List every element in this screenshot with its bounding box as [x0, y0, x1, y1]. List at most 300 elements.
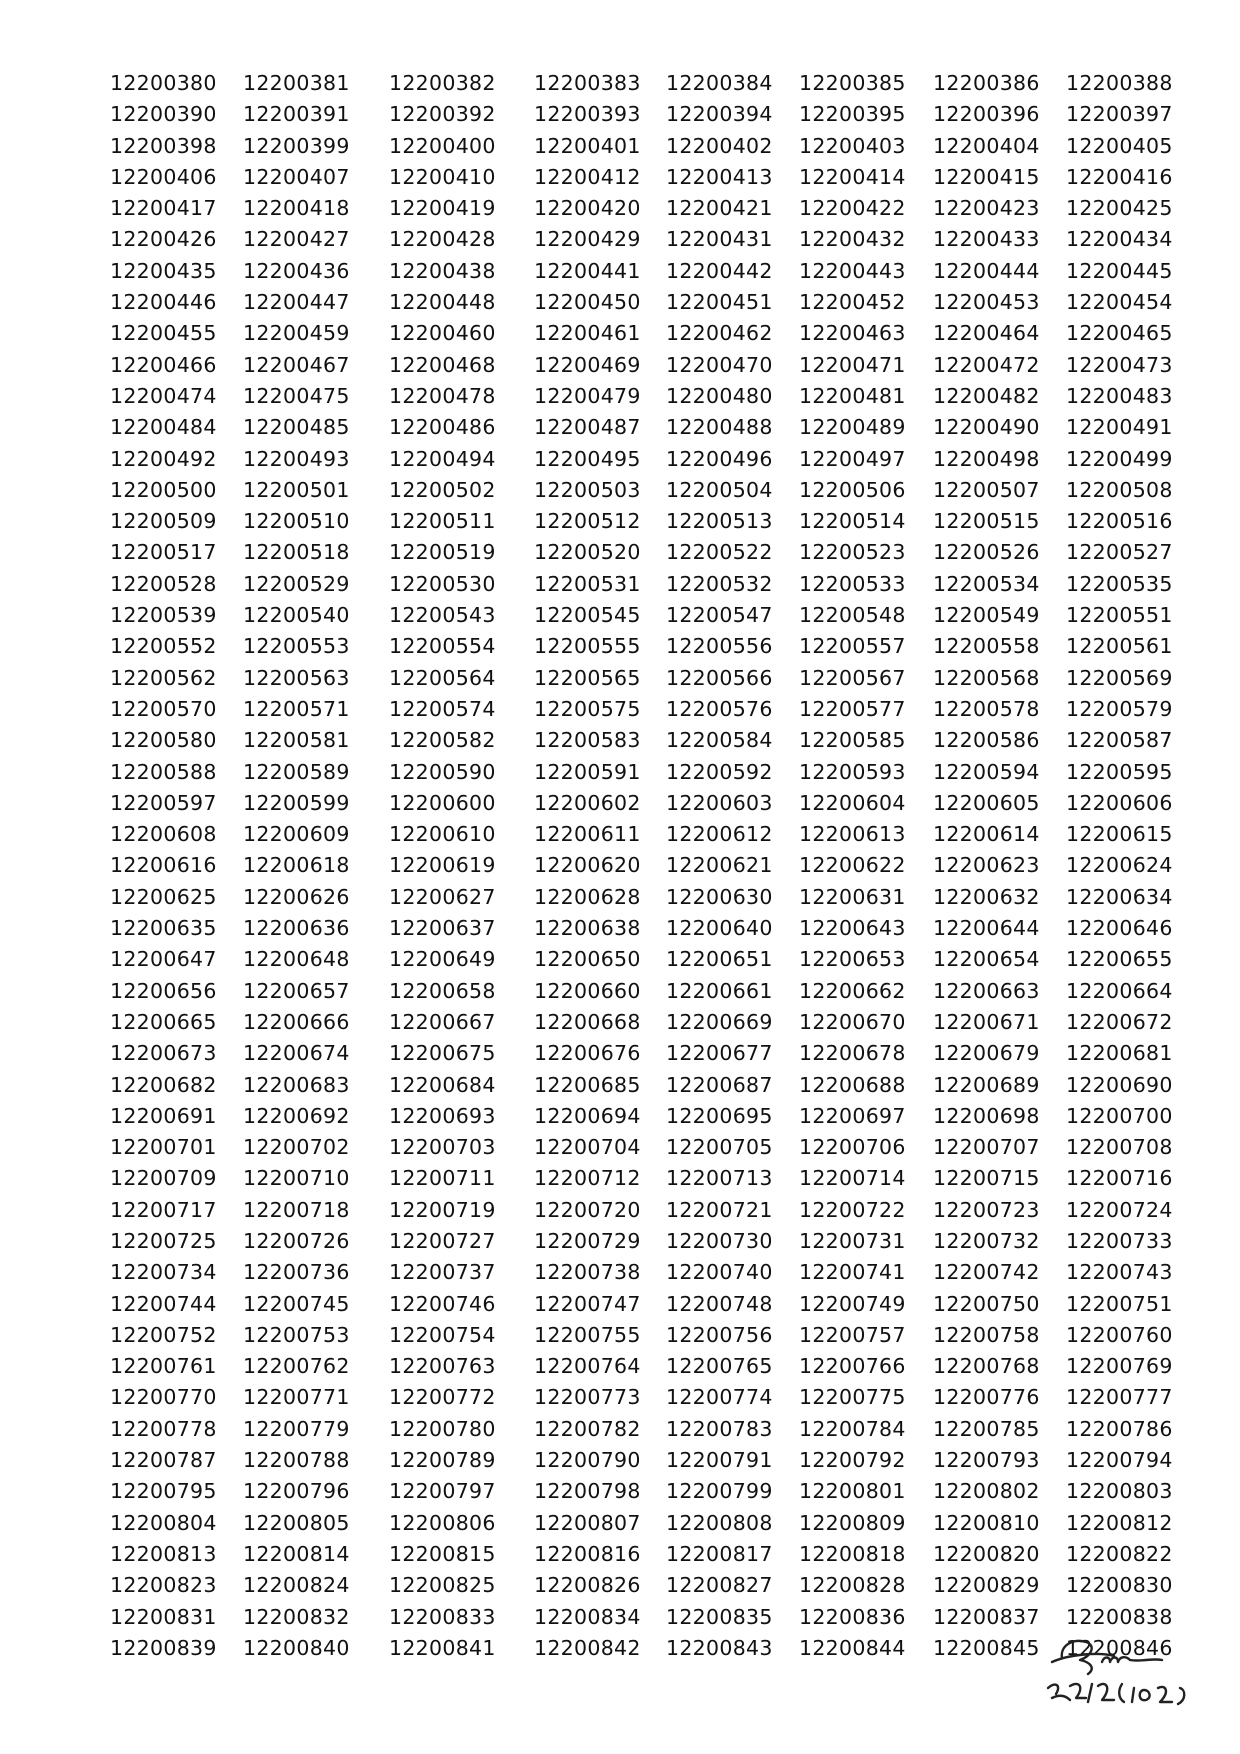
roll-number-cell: 12200649 — [389, 947, 496, 972]
roll-number-cell: 12200715 — [933, 1166, 1040, 1191]
roll-number-cell: 12200632 — [933, 884, 1040, 909]
roll-number-cell: 12200656 — [110, 978, 217, 1003]
roll-number-cell: 12200636 — [243, 916, 350, 941]
roll-number-cell: 12200467 — [243, 352, 350, 377]
roll-number-cell: 12200619 — [389, 853, 496, 878]
roll-number-cell: 12200515 — [933, 509, 1040, 534]
roll-number-cell: 12200622 — [799, 853, 906, 878]
roll-number-cell: 12200779 — [243, 1416, 350, 1441]
roll-number-cell: 12200569 — [1066, 665, 1173, 690]
roll-number-cell: 12200744 — [110, 1291, 217, 1316]
roll-number-cell: 12200671 — [933, 1009, 1040, 1034]
roll-number-cell: 12200778 — [110, 1416, 217, 1441]
roll-number-cell: 12200806 — [389, 1510, 496, 1535]
roll-number-cell: 12200432 — [799, 227, 906, 252]
roll-number-cell: 12200803 — [1066, 1479, 1173, 1504]
roll-number-cell: 12200454 — [1066, 290, 1173, 315]
roll-number-cell: 12200415 — [933, 164, 1040, 189]
roll-number-cell: 12200469 — [534, 352, 641, 377]
roll-number-cell: 12200597 — [110, 790, 217, 815]
roll-number-cell: 12200835 — [666, 1604, 773, 1629]
roll-number-cell: 12200398 — [110, 133, 217, 158]
roll-number-cell: 12200381 — [243, 71, 350, 95]
roll-number-cell: 12200554 — [389, 634, 496, 659]
roll-number-cell: 12200499 — [1066, 446, 1173, 471]
roll-number-cell: 12200719 — [389, 1197, 496, 1222]
roll-number-cell: 12200528 — [110, 571, 217, 596]
roll-number-cell: 12200703 — [389, 1135, 496, 1160]
roll-number-cell: 12200829 — [933, 1573, 1040, 1598]
roll-number-cell: 12200714 — [799, 1166, 906, 1191]
roll-number-cell: 12200590 — [389, 759, 496, 784]
roll-number-cell: 12200774 — [666, 1385, 773, 1410]
roll-number-cell: 12200738 — [534, 1260, 641, 1285]
roll-number-cell: 12200780 — [389, 1416, 496, 1441]
roll-number-cell: 12200592 — [666, 759, 773, 784]
roll-number-cell: 12200421 — [666, 196, 773, 221]
roll-number-cell: 12200614 — [933, 822, 1040, 847]
roll-number-cell: 12200585 — [799, 728, 906, 753]
roll-number-cell: 12200591 — [534, 759, 641, 784]
roll-number-cell: 12200845 — [933, 1635, 1040, 1660]
roll-number-cell: 12200742 — [933, 1260, 1040, 1285]
roll-number-cell: 12200698 — [933, 1103, 1040, 1128]
roll-number-cell: 12200478 — [389, 383, 496, 408]
roll-number-cell: 12200488 — [666, 415, 773, 440]
roll-number-cell: 12200428 — [389, 227, 496, 252]
roll-number-cell: 12200679 — [933, 1041, 1040, 1066]
roll-number-cell: 12200684 — [389, 1072, 496, 1097]
roll-number-cell: 12200646 — [1066, 916, 1173, 941]
roll-number-cell: 12200465 — [1066, 321, 1173, 346]
roll-number-cell: 12200716 — [1066, 1166, 1173, 1191]
roll-number-cell: 12200662 — [799, 978, 906, 1003]
roll-number-cell: 12200809 — [799, 1510, 906, 1535]
roll-number-cell: 12200564 — [389, 665, 496, 690]
roll-number-cell: 12200530 — [389, 571, 496, 596]
roll-number-cell: 12200507 — [933, 477, 1040, 502]
roll-number-cell: 12200634 — [1066, 884, 1173, 909]
roll-number-cell: 12200547 — [666, 603, 773, 628]
roll-number-cell: 12200623 — [933, 853, 1040, 878]
roll-number-cell: 12200707 — [933, 1135, 1040, 1160]
roll-number-cell: 12200562 — [110, 665, 217, 690]
roll-number-cell: 12200838 — [1066, 1604, 1173, 1629]
roll-number-cell: 12200648 — [243, 947, 350, 972]
roll-number-cell: 12200661 — [666, 978, 773, 1003]
roll-number-cell: 12200816 — [534, 1541, 641, 1566]
roll-number-cell: 12200654 — [933, 947, 1040, 972]
roll-number-cell: 12200794 — [1066, 1448, 1173, 1473]
roll-number-cell: 12200511 — [389, 509, 496, 534]
roll-number-cell: 12200627 — [389, 884, 496, 909]
roll-number-cell: 12200694 — [534, 1103, 641, 1128]
roll-number-cell: 12200413 — [666, 164, 773, 189]
roll-number-cell: 12200462 — [666, 321, 773, 346]
roll-number-cell: 12200625 — [110, 884, 217, 909]
roll-number-cell: 12200480 — [666, 383, 773, 408]
roll-number-cell: 12200612 — [666, 822, 773, 847]
roll-number-cell: 12200496 — [666, 446, 773, 471]
roll-number-cell: 12200583 — [534, 728, 641, 753]
roll-number-cell: 12200451 — [666, 290, 773, 315]
roll-number-cell: 12200740 — [666, 1260, 773, 1285]
roll-number-cell: 12200438 — [389, 258, 496, 283]
roll-number-cell: 12200718 — [243, 1197, 350, 1222]
roll-number-cell: 12200747 — [534, 1291, 641, 1316]
roll-number-cell: 12200608 — [110, 822, 217, 847]
roll-number-cell: 12200763 — [389, 1354, 496, 1379]
roll-number-cell: 12200545 — [534, 603, 641, 628]
roll-number-cell: 12200543 — [389, 603, 496, 628]
roll-number-cell: 12200491 — [1066, 415, 1173, 440]
roll-number-cell: 12200725 — [110, 1228, 217, 1253]
roll-number-cell: 12200402 — [666, 133, 773, 158]
roll-number-cell: 12200463 — [799, 321, 906, 346]
roll-number-cell: 12200589 — [243, 759, 350, 784]
roll-number-cell: 12200495 — [534, 446, 641, 471]
roll-number-cell: 12200675 — [389, 1041, 496, 1066]
roll-number-cell: 12200720 — [534, 1197, 641, 1222]
roll-number-cell: 12200493 — [243, 446, 350, 471]
roll-number-cell: 12200406 — [110, 164, 217, 189]
roll-number-cell: 12200471 — [799, 352, 906, 377]
roll-number-cell: 12200497 — [799, 446, 906, 471]
roll-number-cell: 12200604 — [799, 790, 906, 815]
roll-number-cell: 12200450 — [534, 290, 641, 315]
roll-number-cell: 12200843 — [666, 1635, 773, 1660]
roll-number-cell: 12200764 — [534, 1354, 641, 1379]
roll-number-cell: 12200795 — [110, 1479, 217, 1504]
roll-number-cell: 12200595 — [1066, 759, 1173, 784]
roll-number-cell: 12200651 — [666, 947, 773, 972]
roll-number-cell: 12200551 — [1066, 603, 1173, 628]
roll-number-cell: 12200783 — [666, 1416, 773, 1441]
roll-number-cell: 12200552 — [110, 634, 217, 659]
roll-number-cell: 12200436 — [243, 258, 350, 283]
roll-number-cell: 12200605 — [933, 790, 1040, 815]
roll-number-cell: 12200660 — [534, 978, 641, 1003]
roll-number-cell: 12200603 — [666, 790, 773, 815]
roll-number-cell: 12200820 — [933, 1541, 1040, 1566]
roll-number-cell: 12200380 — [110, 71, 217, 95]
roll-number-cell: 12200677 — [666, 1041, 773, 1066]
roll-number-cell: 12200667 — [389, 1009, 496, 1034]
roll-number-cell: 12200826 — [534, 1573, 641, 1598]
roll-number-cell: 12200492 — [110, 446, 217, 471]
roll-number-cell: 12200519 — [389, 540, 496, 565]
roll-number-cell: 12200807 — [534, 1510, 641, 1535]
roll-number-cell: 12200618 — [243, 853, 350, 878]
roll-number-cell: 12200555 — [534, 634, 641, 659]
roll-number-cell: 12200673 — [110, 1041, 217, 1066]
roll-number-cell: 12200833 — [389, 1604, 496, 1629]
roll-number-cell: 12200682 — [110, 1072, 217, 1097]
roll-number-cell: 12200832 — [243, 1604, 350, 1629]
roll-number-cell: 12200397 — [1066, 102, 1173, 127]
roll-number-cell: 12200553 — [243, 634, 350, 659]
roll-number-cell: 12200658 — [389, 978, 496, 1003]
roll-number-cell: 12200407 — [243, 164, 350, 189]
handwritten-signature-icon — [1040, 1628, 1210, 1723]
roll-number-cell: 12200420 — [534, 196, 641, 221]
roll-number-cell: 12200734 — [110, 1260, 217, 1285]
roll-number-cell: 12200727 — [389, 1228, 496, 1253]
roll-number-cell: 12200567 — [799, 665, 906, 690]
roll-number-cell: 12200464 — [933, 321, 1040, 346]
roll-number-cell: 12200748 — [666, 1291, 773, 1316]
roll-number-cell: 12200452 — [799, 290, 906, 315]
roll-number-cell: 12200674 — [243, 1041, 350, 1066]
roll-number-cell: 12200705 — [666, 1135, 773, 1160]
roll-number-cell: 12200576 — [666, 696, 773, 721]
roll-number-cell: 12200643 — [799, 916, 906, 941]
roll-number-cell: 12200470 — [666, 352, 773, 377]
roll-number-cell: 12200616 — [110, 853, 217, 878]
roll-number-cell: 12200812 — [1066, 1510, 1173, 1535]
roll-number-cell: 12200403 — [799, 133, 906, 158]
roll-number-cell: 12200769 — [1066, 1354, 1173, 1379]
roll-number-cell: 12200818 — [799, 1541, 906, 1566]
roll-number-cell: 12200743 — [1066, 1260, 1173, 1285]
roll-number-cell: 12200768 — [933, 1354, 1040, 1379]
roll-number-cell: 12200473 — [1066, 352, 1173, 377]
roll-number-cell: 12200593 — [799, 759, 906, 784]
roll-number-cell: 12200433 — [933, 227, 1040, 252]
roll-number-cell: 12200455 — [110, 321, 217, 346]
roll-number-cell: 12200615 — [1066, 822, 1173, 847]
roll-number-cell: 12200681 — [1066, 1041, 1173, 1066]
roll-number-cell: 12200502 — [389, 477, 496, 502]
roll-number-cell: 12200540 — [243, 603, 350, 628]
roll-number-cell: 12200563 — [243, 665, 350, 690]
roll-number-cell: 12200810 — [933, 1510, 1040, 1535]
roll-number-cell: 12200752 — [110, 1322, 217, 1347]
roll-number-cell: 12200394 — [666, 102, 773, 127]
roll-number-cell: 12200756 — [666, 1322, 773, 1347]
roll-number-cell: 12200509 — [110, 509, 217, 534]
roll-number-cell: 12200516 — [1066, 509, 1173, 534]
roll-number-cell: 12200712 — [534, 1166, 641, 1191]
roll-number-cell: 12200548 — [799, 603, 906, 628]
roll-number-cell: 12200391 — [243, 102, 350, 127]
roll-number-cell: 12200526 — [933, 540, 1040, 565]
roll-number-cell: 12200466 — [110, 352, 217, 377]
roll-number-cell: 12200729 — [534, 1228, 641, 1253]
roll-number-cell: 12200624 — [1066, 853, 1173, 878]
roll-number-cell: 12200534 — [933, 571, 1040, 596]
roll-number-cell: 12200613 — [799, 822, 906, 847]
roll-number-cell: 12200730 — [666, 1228, 773, 1253]
roll-number-cell: 12200782 — [534, 1416, 641, 1441]
roll-number-cell: 12200419 — [389, 196, 496, 221]
roll-number-cell: 12200501 — [243, 477, 350, 502]
roll-number-cell: 12200824 — [243, 1573, 350, 1598]
roll-number-cell: 12200628 — [534, 884, 641, 909]
roll-number-cell: 12200588 — [110, 759, 217, 784]
roll-number-cell: 12200566 — [666, 665, 773, 690]
roll-number-cell: 12200535 — [1066, 571, 1173, 596]
roll-number-cell: 12200758 — [933, 1322, 1040, 1347]
roll-number-cell: 12200558 — [933, 634, 1040, 659]
roll-number-cell: 12200753 — [243, 1322, 350, 1347]
roll-number-cell: 12200697 — [799, 1103, 906, 1128]
roll-number-cell: 12200447 — [243, 290, 350, 315]
roll-number-cell: 12200557 — [799, 634, 906, 659]
roll-number-cell: 12200517 — [110, 540, 217, 565]
roll-number-cell: 12200655 — [1066, 947, 1173, 972]
roll-number-cell: 12200822 — [1066, 1541, 1173, 1566]
roll-number-cell: 12200711 — [389, 1166, 496, 1191]
roll-number-cell: 12200836 — [799, 1604, 906, 1629]
roll-number-cell: 12200489 — [799, 415, 906, 440]
roll-number-cell: 12200723 — [933, 1197, 1040, 1222]
roll-number-cell: 12200790 — [534, 1448, 641, 1473]
roll-number-cell: 12200448 — [389, 290, 496, 315]
roll-number-cell: 12200797 — [389, 1479, 496, 1504]
roll-number-cell: 12200663 — [933, 978, 1040, 1003]
roll-number-cell: 12200531 — [534, 571, 641, 596]
roll-number-cell: 12200640 — [666, 916, 773, 941]
roll-number-cell: 12200399 — [243, 133, 350, 158]
roll-number-grid — [110, 68, 1196, 1664]
roll-number-cell: 12200582 — [389, 728, 496, 753]
roll-number-cell: 12200482 — [933, 383, 1040, 408]
roll-number-cell: 12200702 — [243, 1135, 350, 1160]
roll-number-cell: 12200498 — [933, 446, 1040, 471]
roll-number-cell: 12200578 — [933, 696, 1040, 721]
roll-number-cell: 12200813 — [110, 1541, 217, 1566]
roll-number-cell: 12200761 — [110, 1354, 217, 1379]
roll-number-cell: 12200770 — [110, 1385, 217, 1410]
roll-number-cell: 12200382 — [389, 71, 496, 95]
roll-number-cell: 12200484 — [110, 415, 217, 440]
roll-number-cell: 12200388 — [1066, 71, 1173, 95]
roll-number-cell: 12200574 — [389, 696, 496, 721]
roll-number-cell: 12200392 — [389, 102, 496, 127]
roll-number-cell: 12200510 — [243, 509, 350, 534]
roll-number-cell: 12200788 — [243, 1448, 350, 1473]
roll-number-cell: 12200801 — [799, 1479, 906, 1504]
roll-number-cell: 12200512 — [534, 509, 641, 534]
roll-number-cell: 12200435 — [110, 258, 217, 283]
roll-number-cell: 12200393 — [534, 102, 641, 127]
roll-number-cell: 12200657 — [243, 978, 350, 1003]
roll-number-cell: 12200802 — [933, 1479, 1040, 1504]
roll-number-cell: 12200425 — [1066, 196, 1173, 221]
roll-number-cell: 12200644 — [933, 916, 1040, 941]
roll-number-cell: 12200586 — [933, 728, 1040, 753]
roll-number-cell: 12200418 — [243, 196, 350, 221]
roll-number-cell: 12200626 — [243, 884, 350, 909]
roll-number-cell: 12200834 — [534, 1604, 641, 1629]
roll-number-cell: 12200841 — [389, 1635, 496, 1660]
roll-number-cell: 12200638 — [534, 916, 641, 941]
roll-number-cell: 12200708 — [1066, 1135, 1173, 1160]
roll-number-cell: 12200444 — [933, 258, 1040, 283]
roll-number-cell: 12200600 — [389, 790, 496, 815]
roll-number-cell: 12200445 — [1066, 258, 1173, 283]
roll-number-cell: 12200844 — [799, 1635, 906, 1660]
roll-number-cell: 12200717 — [110, 1197, 217, 1222]
roll-number-cell: 12200799 — [666, 1479, 773, 1504]
roll-number-cell: 12200775 — [799, 1385, 906, 1410]
roll-number-cell: 12200793 — [933, 1448, 1040, 1473]
roll-number-cell: 12200410 — [389, 164, 496, 189]
roll-number-cell: 12200485 — [243, 415, 350, 440]
roll-number-cell: 12200602 — [534, 790, 641, 815]
roll-number-cell: 12200736 — [243, 1260, 350, 1285]
roll-number-cell: 12200431 — [666, 227, 773, 252]
roll-number-cell: 12200606 — [1066, 790, 1173, 815]
roll-number-cell: 12200427 — [243, 227, 350, 252]
roll-number-cell: 12200426 — [110, 227, 217, 252]
roll-number-cell: 12200611 — [534, 822, 641, 847]
roll-number-cell: 12200577 — [799, 696, 906, 721]
roll-number-cell: 12200839 — [110, 1635, 217, 1660]
roll-number-cell: 12200441 — [534, 258, 641, 283]
roll-number-cell: 12200579 — [1066, 696, 1173, 721]
roll-number-cell: 12200532 — [666, 571, 773, 596]
roll-number-cell: 12200414 — [799, 164, 906, 189]
roll-number-cell: 12200490 — [933, 415, 1040, 440]
roll-number-cell: 12200453 — [933, 290, 1040, 315]
roll-number-cell: 12200687 — [666, 1072, 773, 1097]
roll-number-cell: 12200610 — [389, 822, 496, 847]
roll-number-cell: 12200745 — [243, 1291, 350, 1316]
roll-number-cell: 12200539 — [110, 603, 217, 628]
roll-number-cell: 12200500 — [110, 477, 217, 502]
roll-number-cell: 12200518 — [243, 540, 350, 565]
roll-number-cell: 12200468 — [389, 352, 496, 377]
roll-number-cell: 12200523 — [799, 540, 906, 565]
roll-number-cell: 12200789 — [389, 1448, 496, 1473]
roll-number-cell: 12200840 — [243, 1635, 350, 1660]
roll-number-cell: 12200404 — [933, 133, 1040, 158]
roll-number-cell: 12200760 — [1066, 1322, 1173, 1347]
roll-number-cell: 12200749 — [799, 1291, 906, 1316]
roll-number-cell: 12200522 — [666, 540, 773, 565]
roll-number-cell: 12200762 — [243, 1354, 350, 1379]
roll-number-cell: 12200704 — [534, 1135, 641, 1160]
roll-number-cell: 12200721 — [666, 1197, 773, 1222]
roll-number-cell: 12200460 — [389, 321, 496, 346]
roll-number-cell: 12200773 — [534, 1385, 641, 1410]
roll-number-cell: 12200390 — [110, 102, 217, 127]
roll-number-cell: 12200766 — [799, 1354, 906, 1379]
roll-number-cell: 12200635 — [110, 916, 217, 941]
roll-number-cell: 12200709 — [110, 1166, 217, 1191]
roll-number-cell: 12200676 — [534, 1041, 641, 1066]
roll-number-cell: 12200831 — [110, 1604, 217, 1629]
roll-number-cell: 12200765 — [666, 1354, 773, 1379]
roll-number-cell: 12200475 — [243, 383, 350, 408]
roll-number-cell: 12200691 — [110, 1103, 217, 1128]
roll-number-cell: 12200732 — [933, 1228, 1040, 1253]
roll-number-cell: 12200792 — [799, 1448, 906, 1473]
roll-number-cell: 12200689 — [933, 1072, 1040, 1097]
roll-number-cell: 12200837 — [933, 1604, 1040, 1629]
roll-number-cell: 12200487 — [534, 415, 641, 440]
roll-number-cell: 12200791 — [666, 1448, 773, 1473]
roll-number-cell: 12200695 — [666, 1103, 773, 1128]
roll-number-cell: 12200533 — [799, 571, 906, 596]
roll-number-cell: 12200503 — [534, 477, 641, 502]
roll-number-cell: 12200814 — [243, 1541, 350, 1566]
roll-number-cell: 12200486 — [389, 415, 496, 440]
roll-number-cell: 12200587 — [1066, 728, 1173, 753]
roll-number-cell: 12200417 — [110, 196, 217, 221]
